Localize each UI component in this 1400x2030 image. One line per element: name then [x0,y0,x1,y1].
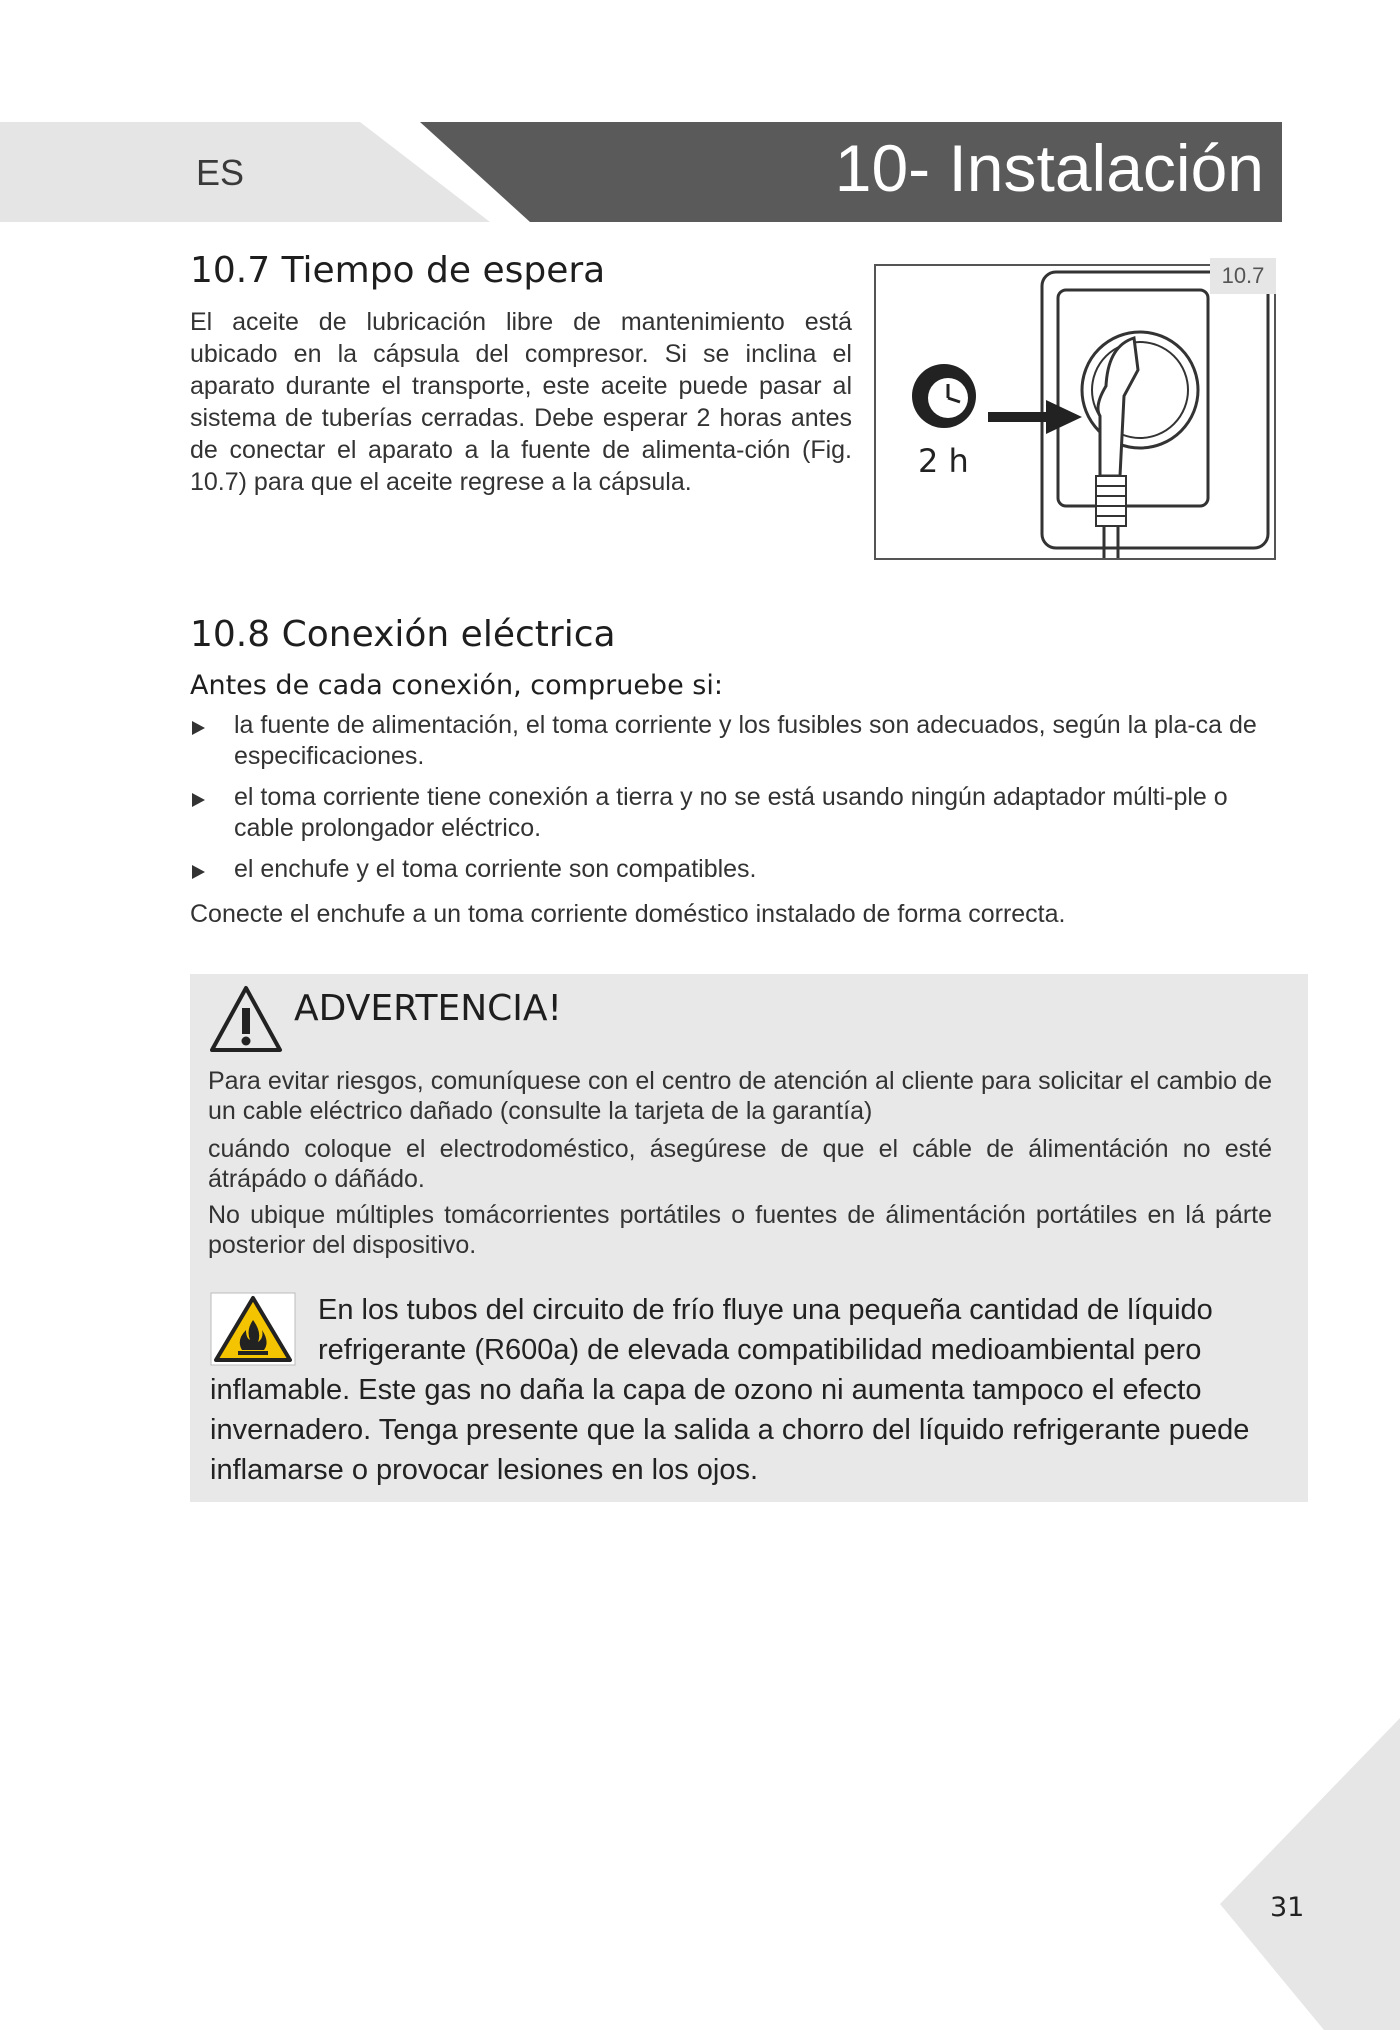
section-heading-waiting-time: 10.7 Tiempo de espera [190,250,606,291]
figure-label: 10.7 [1210,258,1276,294]
arrow-right-icon [988,400,1082,434]
wall-socket-icon [1058,290,1208,506]
flammable-text: En los tubos del circuito de frío fluye una pequeña cantidad de líquido refrigerante (R600a) de elevada compatibilidad medioambiental pero inflamable. Este gas no daña la capa de ozono ni aumenta tampoco el efecto invernadero. Tenga presente que la salida a chorro del líquido refrigerante puede inflamarse o provocar lesiones en los ojos. [210,1294,1250,1486]
bullet-triangle-icon [192,721,205,735]
bullet-triangle-icon [192,865,205,879]
checklist-intro: Antes de cada conexión, compruebe si: [190,670,723,701]
figure-10-7 [874,264,1276,560]
warning-text-damaged-cable: Para evitar riesgos, comuníquese con el centro de atención al cliente para solicitar el cambio de un cable eléctrico dañado (consulte la tarjeta de la garantía) [208,1067,1272,1125]
figure-time-label: 2 h [918,442,969,480]
language-tab [0,122,490,222]
page-number: 31 [1270,1892,1305,1923]
chapter-title: 10- Instalación [834,131,1264,205]
clock-icon [912,364,976,428]
bullet-triangle-icon [192,793,205,807]
language-label: ES [196,152,245,193]
warning-text-portable-outlets: No ubique múltiples tomácorrientes portátiles o fuentes de álimentáción portátiles en lá párte posterior del dispositivo. [208,1201,1272,1259]
figure-illustration [876,266,1274,558]
connection-instruction: Conecte el enchufe a un toma corriente doméstico instalado de forma correcta. [190,900,1066,928]
list-item: el toma corriente tiene conexión a tierra y no se está usando ningún adaptador múlti-ple o cable prolongador eléctrico. [190,782,1290,844]
flammable-icon-frame [210,1292,296,1366]
waiting-time-body: El aceite de lubricación libre de mantenimiento está ubicado en la cápsula del compresor. Si se inclina el aparato durante el transporte, este aceite puede pasar al sistema de tuberías cerradas. Debe esperar 2 horas antes de conectar el aparato a la fuente de alimenta-ción (Fig. 10.7) para que el aceite regrese a la cápsula. [190,308,852,496]
flammable-refrigerant-note [210,1290,1274,1490]
warning-title: ADVERTENCIA! [294,988,562,1029]
page-corner-tab [1220,1718,1400,2030]
checklist [190,710,1290,895]
warning-triangle-icon [208,984,284,1054]
section-heading-electrical-connection: 10.8 Conexión eléctrica [190,614,616,655]
flammable-hazard-icon [210,1292,296,1366]
list-item: la fuente de alimentación, el toma corriente y los fusibles son adecuados, según la pla-ca de especificaciones. [190,710,1290,772]
warning-text-cable-trapped: cuándo coloque el electrodoméstico, ásegúrese de que el cáble de álimentáción no esté átrápádo o dáñádo. [208,1135,1272,1193]
list-item: el enchufe y el toma corriente son compatibles. [190,854,1290,885]
